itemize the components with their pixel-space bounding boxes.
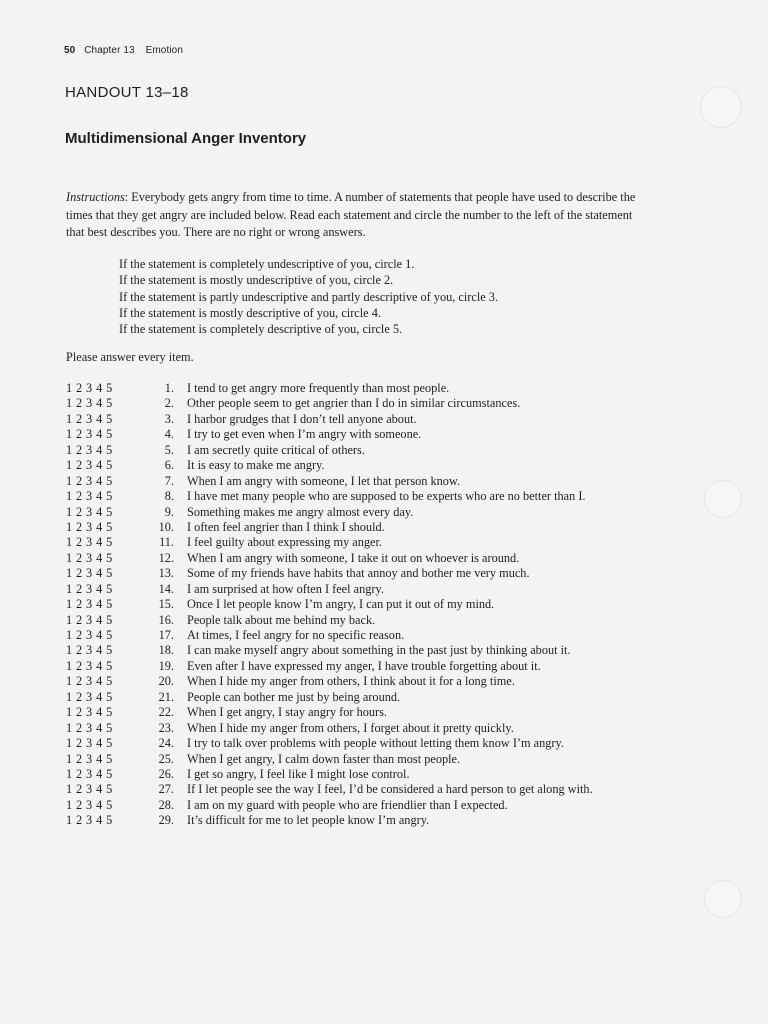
item-statement: It’s difficult for me to let people know I’m angry. — [187, 813, 430, 828]
response-scale-options[interactable]: 1 2 3 4 5 — [66, 612, 113, 627]
item-statement: When I get angry, I stay angry for hours. — [187, 705, 387, 720]
item-number: 29. — [158, 813, 174, 828]
inventory-item — [66, 628, 706, 643]
item-statement: When I am angry with someone, I take it out on whoever is around. — [187, 550, 520, 565]
item-number: 5. — [164, 442, 174, 457]
item-statement: I am on my guard with people who are friendlier than I expected. — [187, 797, 508, 812]
inventory-item — [66, 582, 706, 597]
item-statement: When I hide my anger from others, I forget about it pretty quickly. — [187, 720, 514, 735]
scale-key-line: If the statement is completely descriptive of you, circle 5. — [119, 322, 403, 337]
response-scale-options[interactable]: 1 2 3 4 5 — [66, 720, 113, 735]
inventory-item — [66, 736, 706, 751]
response-scale-options[interactable]: 1 2 3 4 5 — [66, 473, 113, 488]
item-number: 6. — [164, 458, 174, 473]
item-statement: When I am angry with someone, I let that person know. — [187, 473, 461, 488]
response-scale-options[interactable]: 1 2 3 4 5 — [66, 813, 113, 828]
item-statement: I have met many people who are supposed to be experts who are no better than I. — [187, 489, 586, 504]
item-number: 25. — [158, 751, 174, 766]
item-statement: I am secretly quite critical of others. — [187, 442, 365, 457]
hole-punch-mark — [704, 480, 742, 518]
item-number: 9. — [164, 504, 174, 519]
item-statement: People talk about me behind my back. — [187, 612, 376, 627]
instructions-line-1: : Everybody gets angry from time to time. A number of statements that people have used to describe the — [124, 190, 636, 204]
section-label: Emotion — [145, 45, 183, 56]
item-number: 13. — [158, 566, 174, 581]
inventory-item — [66, 767, 706, 782]
running-header — [64, 45, 183, 56]
item-number: 1. — [164, 381, 174, 395]
item-statement: I tend to get angry more frequently than most people. — [187, 381, 450, 395]
item-number: 18. — [158, 643, 174, 658]
item-statement: When I get angry, I calm down faster than most people. — [187, 751, 461, 766]
inventory-item — [66, 643, 706, 658]
item-statement: I harbor grudges that I don’t tell anyone about. — [187, 411, 417, 426]
item-statement: I get so angry, I feel like I might lose control. — [187, 766, 410, 781]
item-number: 28. — [158, 797, 174, 812]
item-number: 24. — [158, 736, 174, 751]
item-statement: I try to talk over problems with people without letting them know I’m angry. — [187, 736, 564, 751]
item-number: 14. — [158, 581, 174, 596]
inventory-item — [66, 489, 706, 504]
page-number: 50 — [64, 45, 76, 56]
inventory-item — [66, 659, 706, 674]
item-number: 17. — [158, 628, 174, 642]
item-number: 12. — [158, 550, 174, 565]
chapter-label: Chapter 13 — [84, 45, 135, 56]
response-scale-options[interactable]: 1 2 3 4 5 — [66, 705, 113, 720]
inventory-item — [66, 396, 706, 411]
item-number: 21. — [158, 689, 174, 704]
item-statement: If I let people see the way I feel, I’d be considered a hard person to get along with. — [187, 782, 593, 797]
inventory-item — [66, 813, 706, 828]
item-statement: I feel guilty about expressing my anger. — [187, 535, 382, 550]
response-scale-options[interactable]: 1 2 3 4 5 — [66, 381, 113, 395]
response-scale-options[interactable]: 1 2 3 4 5 — [66, 519, 113, 534]
response-scale-options[interactable]: 1 2 3 4 5 — [66, 643, 113, 658]
item-statement: I am surprised at how often I feel angry. — [187, 581, 384, 596]
item-number: 26. — [158, 766, 174, 781]
inventory-item — [66, 505, 706, 520]
inventory-item-list — [66, 381, 706, 829]
item-number: 11. — [159, 535, 174, 550]
please-answer-note: Please answer every item. — [66, 350, 194, 364]
item-statement: I often feel angrier than I think I should. — [187, 519, 385, 534]
scale-key-line: If the statement is mostly undescriptive of you, circle 2. — [119, 273, 394, 288]
instructions-line-3: that best describes you. There are no right or wrong answers. — [66, 225, 366, 239]
item-statement: Some of my friends have habits that annoy and bother me very much. — [187, 566, 530, 581]
instructions-line-2: times that they get angry are included below. Read each statement and circle the number to the left of the statement — [66, 207, 633, 222]
inventory-item — [66, 674, 706, 689]
inventory-item — [66, 474, 706, 489]
handout-label: HANDOUT 13–18 — [65, 84, 189, 101]
inventory-item — [66, 690, 706, 705]
response-scale-options[interactable]: 1 2 3 4 5 — [66, 411, 113, 426]
item-statement: Once I let people know I’m angry, I can put it out of my mind. — [187, 597, 495, 612]
scale-key-line: If the statement is completely undescriptive of you, circle 1. — [119, 257, 415, 271]
item-number: 22. — [158, 705, 174, 720]
response-scale-options[interactable]: 1 2 3 4 5 — [66, 458, 113, 473]
instructions-paragraph — [66, 189, 666, 242]
hole-punch-mark — [704, 880, 742, 918]
scale-key-line: If the statement is mostly descriptive of you, circle 4. — [119, 305, 381, 320]
response-scale-options[interactable]: 1 2 3 4 5 — [66, 535, 113, 550]
item-number: 2. — [164, 396, 174, 411]
inventory-item — [66, 752, 706, 767]
inventory-item — [66, 551, 706, 566]
inventory-item — [66, 458, 706, 473]
inventory-item — [66, 412, 706, 427]
inventory-item — [66, 705, 706, 720]
response-scale-options[interactable]: 1 2 3 4 5 — [66, 504, 113, 519]
inventory-item — [66, 782, 706, 797]
item-statement: I can make myself angry about something in the past just by thinking about it. — [187, 643, 571, 658]
response-scale-options[interactable]: 1 2 3 4 5 — [66, 597, 113, 612]
response-scale-options[interactable]: 1 2 3 4 5 — [66, 581, 113, 596]
item-number: 23. — [158, 720, 174, 735]
hole-punch-mark — [700, 86, 742, 128]
item-statement: Other people seem to get angrier than I do in similar circumstances. — [187, 396, 521, 411]
response-scale-options[interactable]: 1 2 3 4 5 — [66, 566, 113, 581]
inventory-item — [66, 566, 706, 581]
response-scale-options[interactable]: 1 2 3 4 5 — [66, 766, 113, 781]
inventory-item — [66, 721, 706, 736]
item-statement: Even after I have expressed my anger, I have trouble forgetting about it. — [187, 658, 541, 673]
response-scale-options[interactable]: 1 2 3 4 5 — [66, 674, 113, 689]
item-number: 10. — [158, 519, 174, 534]
item-number: 19. — [158, 658, 174, 673]
inventory-item — [66, 535, 706, 550]
response-scale-options[interactable]: 1 2 3 4 5 — [66, 751, 113, 766]
item-statement: When I hide my anger from others, I think about it for a long time. — [187, 674, 515, 689]
inventory-item — [66, 443, 706, 458]
inventory-item — [66, 427, 706, 442]
response-scale-options[interactable]: 1 2 3 4 5 — [66, 427, 113, 442]
inventory-item — [66, 798, 706, 813]
item-number: 15. — [158, 597, 174, 612]
instructions-lead: Instructions — [66, 190, 125, 204]
item-number: 8. — [164, 489, 174, 504]
response-scale-options[interactable]: 1 2 3 4 5 — [66, 658, 113, 673]
item-number: 27. — [158, 782, 174, 797]
item-number: 16. — [158, 612, 174, 627]
item-number: 7. — [164, 473, 174, 488]
inventory-item — [66, 613, 706, 628]
response-scale-options[interactable]: 1 2 3 4 5 — [66, 689, 113, 704]
response-scale-options[interactable]: 1 2 3 4 5 — [66, 489, 113, 504]
item-number: 20. — [158, 674, 174, 689]
item-statement: I try to get even when I’m angry with someone. — [187, 427, 422, 442]
inventory-item — [66, 520, 706, 535]
response-scale-options[interactable]: 1 2 3 4 5 — [66, 797, 113, 812]
scale-key-line: If the statement is partly undescriptive and partly descriptive of you, circle 3. — [119, 289, 499, 304]
response-scale-options[interactable]: 1 2 3 4 5 — [66, 782, 113, 797]
scale-key — [119, 256, 498, 337]
item-statement: Something makes me angry almost every day. — [187, 504, 414, 519]
item-number: 3. — [164, 411, 174, 426]
response-scale-options[interactable]: 1 2 3 4 5 — [66, 628, 113, 642]
item-statement: At times, I feel angry for no specific reason. — [187, 628, 405, 642]
item-statement: People can bother me just by being around. — [187, 689, 401, 704]
response-scale-options[interactable]: 1 2 3 4 5 — [66, 736, 113, 751]
item-number: 4. — [164, 427, 174, 442]
inventory-item — [66, 597, 706, 612]
response-scale-options[interactable]: 1 2 3 4 5 — [66, 550, 113, 565]
item-statement: It is easy to make me angry. — [187, 458, 325, 473]
response-scale-options[interactable]: 1 2 3 4 5 — [66, 396, 113, 411]
response-scale-options[interactable]: 1 2 3 4 5 — [66, 442, 113, 457]
page-title: Multidimensional Anger Inventory — [65, 130, 307, 147]
inventory-item — [66, 381, 706, 396]
